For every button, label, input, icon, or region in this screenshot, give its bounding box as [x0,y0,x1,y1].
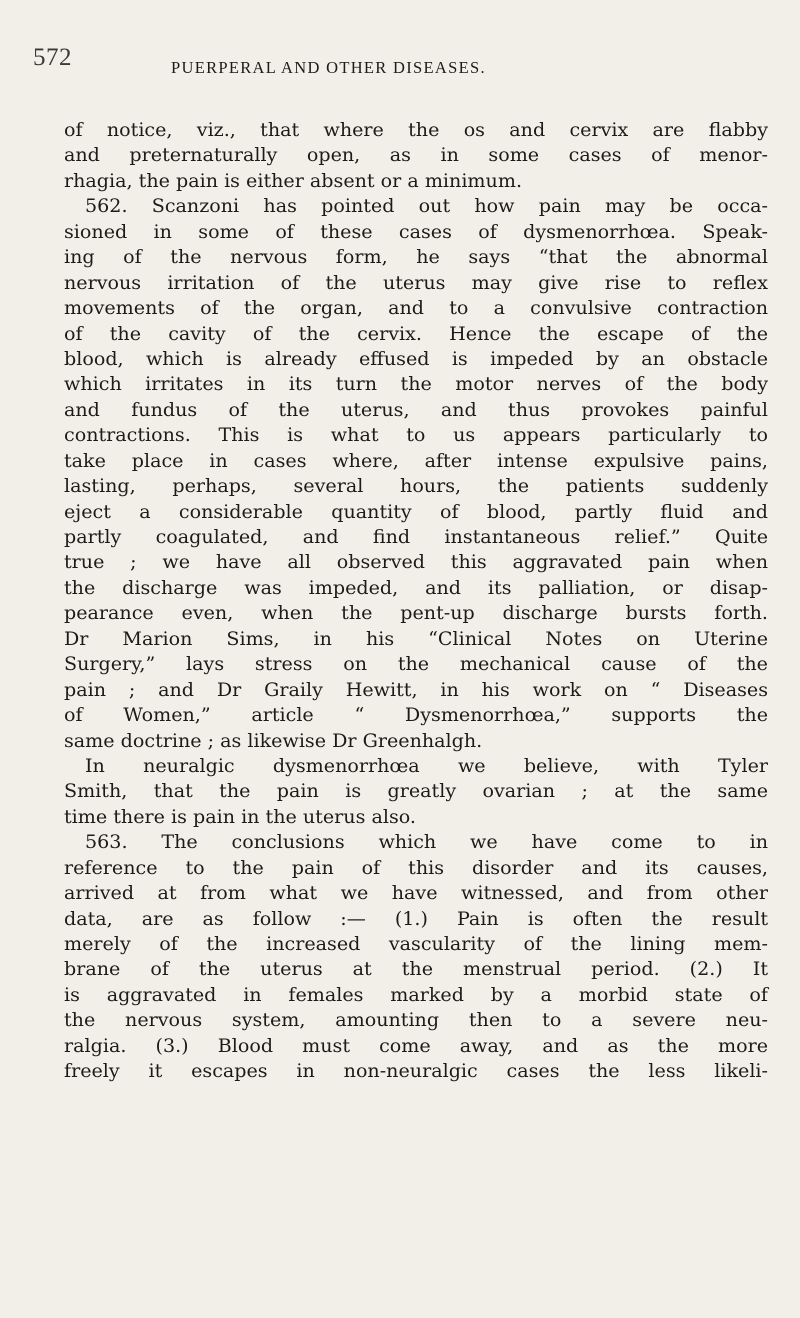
text-line: and fundus of the uterus, and thus provokes painful [64,397,768,421]
text-line: is aggravated in females marked by a morbid state of [64,982,768,1006]
text-line: nervous irritation of the uterus may give rise to reflex [64,270,768,294]
text-line: sioned in some of these cases of dysmenorrhœa. Speak- [64,219,768,243]
text-line: Dr Marion Sims, in his “Clinical Notes on Uterine [64,626,768,650]
text-line: partly coagulated, and find instantaneous relief.” Quite [64,525,768,548]
running-title: PUERPERAL AND OTHER DISEASES. [171,58,486,77]
text-line: 562. Scanzoni has pointed out how pain may be occa- [85,194,768,218]
text-line: pain ; and Dr Graily Hewitt, in his work on “ Diseases [64,677,768,701]
text-line: and preternaturally open, as in some cases of menor- [64,143,768,167]
text-line: 563. The conclusions which we have come to in [85,830,768,854]
text-line: Surgery,” lays stress on the mechanical cause of the [64,652,768,676]
text-line: arrived at from what we have witnessed, and from other [64,881,768,905]
text-line: true ; we have all observed this aggravated pain when [64,550,768,574]
text-line: data, are as follow :— (1.) Pain is often the result [64,906,768,930]
text-line: In neuralgic dysmenorrhœa we believe, with Tyler [85,753,768,777]
text-line: the discharge was impeded, and its palliation, or disap- [64,575,768,599]
text-line: brane of the uterus at the menstrual period. (2.) It [64,957,768,981]
text-line: of notice, viz., that where the os and cervix are flabby [64,118,768,141]
text-line: ing of the nervous form, he says “that the abnormal [64,245,768,269]
text-line: Smith, that the pain is greatly ovarian ; at the same [64,779,768,803]
text-line: merely of the increased vascularity of the lining mem- [64,932,768,955]
text-line: rhagia, the pain is either absent or a minimum. [64,168,523,192]
text-line: which irritates in its turn the motor nerves of the body [64,372,768,396]
text-line: of the cavity of the cervix. Hence the escape of the [64,321,768,345]
body-text [64,117,768,1084]
text-line: freely it escapes in non-neuralgic cases the less likeli- [64,1059,768,1083]
page-number: 572 [33,44,72,71]
text-line: contractions. This is what to us appears particularly to [64,423,768,447]
text-line: the nervous system, amounting then to a severe neu- [64,1008,768,1032]
text-line: same doctrine ; as likewise Dr Greenhalgh. [64,728,483,752]
text-line: time there is pain in the uterus also. [64,804,416,828]
text-line: pearance even, when the pent-up discharge bursts forth. [64,601,768,625]
text-line: take place in cases where, after intense expulsive pains, [64,448,768,472]
text-line: blood, which is already effused is impeded by an obstacle [64,346,768,370]
text-line: lasting, perhaps, several hours, the patients suddenly [64,474,768,498]
text-line: eject a considerable quantity of blood, partly fluid and [64,499,768,523]
text-line: ralgia. (3.) Blood must come away, and as the more [64,1033,768,1057]
text-line: of Women,” article “ Dysmenorrhœa,” supports the [64,703,768,727]
text-line: movements of the organ, and to a convulsive contraction [64,296,768,320]
text-line: reference to the pain of this disorder and its causes, [64,855,768,879]
